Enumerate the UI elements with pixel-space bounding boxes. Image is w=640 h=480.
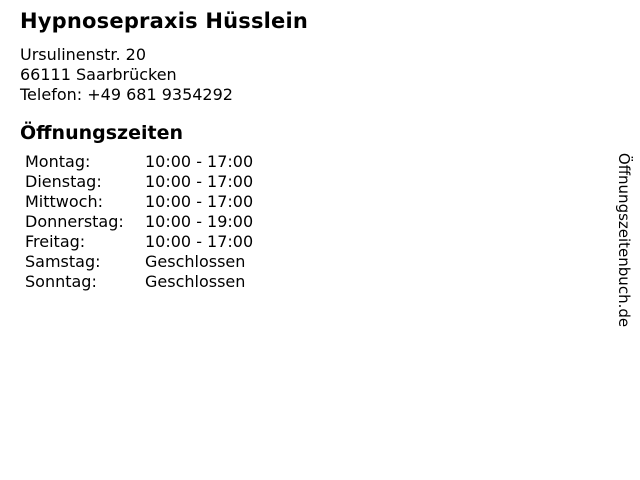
hours-row-saturday — [25, 252, 253, 272]
hours-row-sunday — [25, 272, 253, 292]
address-block — [20, 45, 233, 105]
hours-day-label: Samstag: — [25, 252, 101, 271]
hours-time-value: 10:00 - 19:00 — [145, 212, 254, 231]
hours-row-wednesday — [25, 192, 253, 212]
address-street: Ursulinenstr. 20 — [20, 45, 147, 64]
hours-day-label: Dienstag: — [25, 172, 102, 191]
hours-day-label: Mittwoch: — [25, 192, 103, 211]
hours-day-label: Montag: — [25, 152, 91, 171]
phone-line: Telefon: +49 681 9354292 — [20, 85, 233, 104]
hours-row-monday — [25, 152, 253, 172]
hours-row-friday — [25, 232, 253, 252]
hours-time-value: 10:00 - 17:00 — [145, 172, 254, 191]
hours-day-label: Sonntag: — [25, 272, 97, 291]
hours-day-label: Donnerstag: — [25, 212, 124, 231]
hours-row-thursday — [25, 212, 253, 232]
hours-time-value: 10:00 - 17:00 — [145, 192, 254, 211]
watermark-link[interactable]: Öffnungszeitenbuch.de — [615, 152, 633, 328]
hours-row-tuesday — [25, 172, 253, 192]
hours-time-value: Geschlossen — [145, 252, 246, 271]
hours-day-label: Freitag: — [25, 232, 86, 251]
hours-time-value: 10:00 - 17:00 — [145, 232, 254, 251]
business-name: Hypnosepraxis Hüsslein — [20, 9, 309, 33]
hours-time-value: Geschlossen — [145, 272, 246, 291]
hours-time-value: 10:00 - 17:00 — [145, 152, 254, 171]
hours-heading: Öffnungszeiten — [20, 122, 183, 144]
address-city: 66111 Saarbrücken — [20, 65, 177, 84]
hours-table — [25, 152, 253, 292]
